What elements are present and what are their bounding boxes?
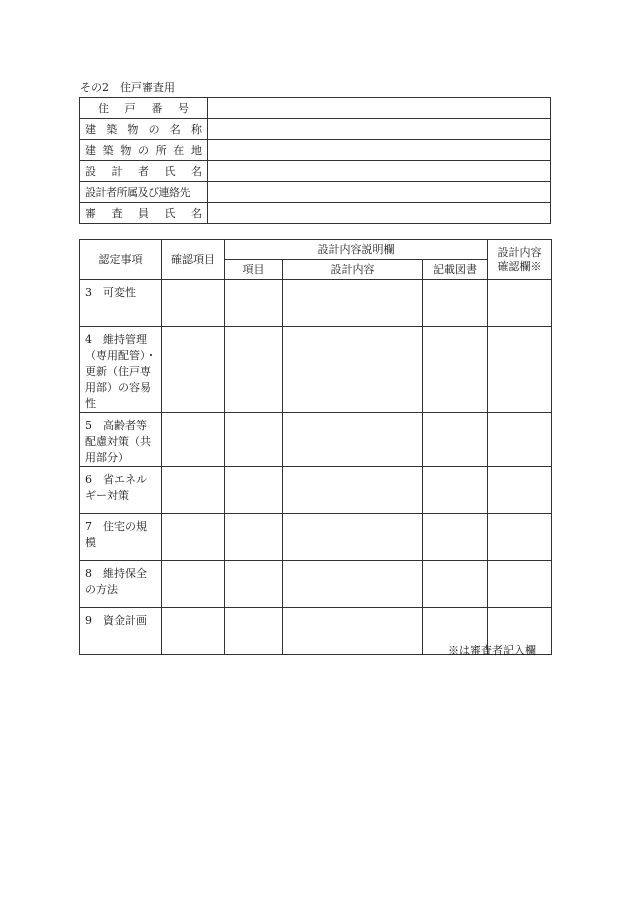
footnote: ※は審査者記入欄 bbox=[448, 644, 536, 657]
row-label: 8 維持保全の方法 bbox=[80, 561, 162, 608]
kisai-cell[interactable] bbox=[423, 413, 488, 467]
info-label-char: 所 bbox=[155, 144, 167, 157]
sheet-title: その2 住戸審査用 bbox=[80, 81, 175, 94]
info-label-char: 物 bbox=[120, 144, 132, 157]
info-label-char: 氏 bbox=[164, 165, 176, 178]
kisai-cell[interactable] bbox=[423, 514, 488, 561]
naiyou-cell[interactable] bbox=[283, 280, 423, 327]
row-label: 4 維持管理（専用配管）・更新（住戸専用部）の容易性 bbox=[80, 327, 162, 413]
info-row bbox=[80, 140, 551, 161]
info-label-char: 建 bbox=[85, 123, 96, 136]
info-label-char: 地 bbox=[190, 144, 202, 157]
naiyou-cell[interactable] bbox=[283, 561, 423, 608]
info-label bbox=[85, 163, 202, 179]
info-row bbox=[80, 203, 551, 224]
info-row bbox=[80, 98, 551, 119]
info-label-char: 住 bbox=[98, 102, 109, 115]
header-kakuninran-text: 設計内容確認欄※ bbox=[497, 245, 542, 273]
header-kakunin: 確認項目 bbox=[162, 240, 225, 280]
header-nintei: 認定事項 bbox=[80, 240, 162, 280]
info-label-char: 者 bbox=[138, 165, 149, 178]
kisai-cell[interactable] bbox=[423, 280, 488, 327]
row-label: 6 省エネルギー対策 bbox=[80, 467, 162, 514]
info-label-cell bbox=[80, 182, 208, 203]
info-value-field[interactable] bbox=[208, 203, 551, 224]
info-label-char: 氏 bbox=[164, 207, 176, 220]
row-label: 7 住宅の規模 bbox=[80, 514, 162, 561]
info-row bbox=[80, 182, 551, 203]
koumoku-cell[interactable] bbox=[225, 608, 283, 655]
naiyou-cell[interactable] bbox=[283, 467, 423, 514]
info-label bbox=[85, 121, 202, 137]
koumoku-cell[interactable] bbox=[225, 413, 283, 467]
kisai-cell[interactable] bbox=[423, 327, 488, 413]
kakunin-cell[interactable] bbox=[162, 514, 225, 561]
info-row bbox=[80, 161, 551, 182]
info-label-char: 番 bbox=[151, 102, 163, 115]
koumoku-cell[interactable] bbox=[225, 561, 283, 608]
info-label-cell bbox=[80, 140, 208, 161]
info-value-field[interactable] bbox=[208, 98, 551, 119]
info-label bbox=[85, 142, 202, 158]
info-label-cell bbox=[80, 161, 208, 182]
info-label-cell bbox=[80, 119, 208, 140]
header-koumoku: 項目 bbox=[225, 260, 283, 280]
info-label bbox=[85, 184, 202, 200]
info-value-field[interactable] bbox=[208, 182, 551, 203]
info-value-field[interactable] bbox=[208, 119, 551, 140]
info-label-char: の bbox=[148, 123, 160, 136]
info-label bbox=[85, 100, 202, 116]
info-label-char: 設計者所属及び連絡先 bbox=[85, 186, 190, 199]
naiyou-cell[interactable] bbox=[283, 413, 423, 467]
info-label-char: 名 bbox=[191, 207, 202, 220]
info-label-char: 計 bbox=[111, 165, 123, 178]
kakunin-cell[interactable] bbox=[162, 280, 225, 327]
header-kakuninran bbox=[488, 240, 552, 280]
table-row bbox=[80, 561, 552, 608]
kakunin-cell[interactable] bbox=[162, 467, 225, 514]
row-label: 3 可変性 bbox=[80, 280, 162, 327]
info-label-char: 設 bbox=[85, 165, 96, 178]
info-label-char: 建 bbox=[85, 144, 96, 157]
table-row bbox=[80, 327, 552, 413]
kakunin-cell[interactable] bbox=[162, 561, 225, 608]
info-label-char: 物 bbox=[127, 123, 139, 136]
applicant-info-table bbox=[79, 97, 551, 224]
info-label-char: 名 bbox=[169, 123, 181, 136]
info-label-char: の bbox=[137, 144, 149, 157]
kakunin-cell[interactable] bbox=[162, 327, 225, 413]
table-row bbox=[80, 467, 552, 514]
kakunin-cell[interactable] bbox=[162, 413, 225, 467]
table-row bbox=[80, 514, 552, 561]
kakuninran-cell[interactable] bbox=[488, 561, 552, 608]
naiyou-cell[interactable] bbox=[283, 327, 423, 413]
design-content-table bbox=[79, 239, 552, 655]
kakuninran-cell[interactable] bbox=[488, 413, 552, 467]
row-label: 9 資金計画 bbox=[80, 608, 162, 655]
info-row bbox=[80, 119, 551, 140]
kakuninran-cell[interactable] bbox=[488, 280, 552, 327]
info-label-char: 在 bbox=[173, 144, 185, 157]
table-row bbox=[80, 413, 552, 467]
kakuninran-cell[interactable] bbox=[488, 467, 552, 514]
row-label: 5 高齢者等配慮対策（共用部分） bbox=[80, 413, 162, 467]
info-label-char: 員 bbox=[138, 207, 149, 220]
info-label-char: 築 bbox=[102, 144, 114, 157]
info-value-field[interactable] bbox=[208, 161, 551, 182]
info-label-char: 戸 bbox=[124, 102, 136, 115]
kisai-cell[interactable] bbox=[423, 467, 488, 514]
info-label-char: 称 bbox=[190, 123, 202, 136]
info-label-char: 名 bbox=[191, 165, 202, 178]
kisai-cell[interactable] bbox=[423, 561, 488, 608]
info-label-char: 築 bbox=[106, 123, 118, 136]
info-label-char: 号 bbox=[177, 102, 189, 115]
info-label bbox=[85, 205, 202, 221]
info-label-cell bbox=[80, 203, 208, 224]
koumoku-cell[interactable] bbox=[225, 327, 283, 413]
header-setsumei: 設計内容説明欄 bbox=[225, 240, 488, 260]
header-kisai: 記載図書 bbox=[423, 260, 488, 280]
info-label-char: 審 bbox=[85, 207, 96, 220]
table-row bbox=[80, 280, 552, 327]
info-label-char: 査 bbox=[111, 207, 123, 220]
kakuninran-cell[interactable] bbox=[488, 327, 552, 413]
kakunin-cell[interactable] bbox=[162, 608, 225, 655]
koumoku-cell[interactable] bbox=[225, 514, 283, 561]
header-naiyou: 設計内容 bbox=[283, 260, 423, 280]
info-label-cell bbox=[80, 98, 208, 119]
koumoku-cell[interactable] bbox=[225, 280, 283, 327]
info-value-field[interactable] bbox=[208, 140, 551, 161]
naiyou-cell[interactable] bbox=[283, 514, 423, 561]
koumoku-cell[interactable] bbox=[225, 467, 283, 514]
naiyou-cell[interactable] bbox=[283, 608, 423, 655]
kakuninran-cell[interactable] bbox=[488, 514, 552, 561]
